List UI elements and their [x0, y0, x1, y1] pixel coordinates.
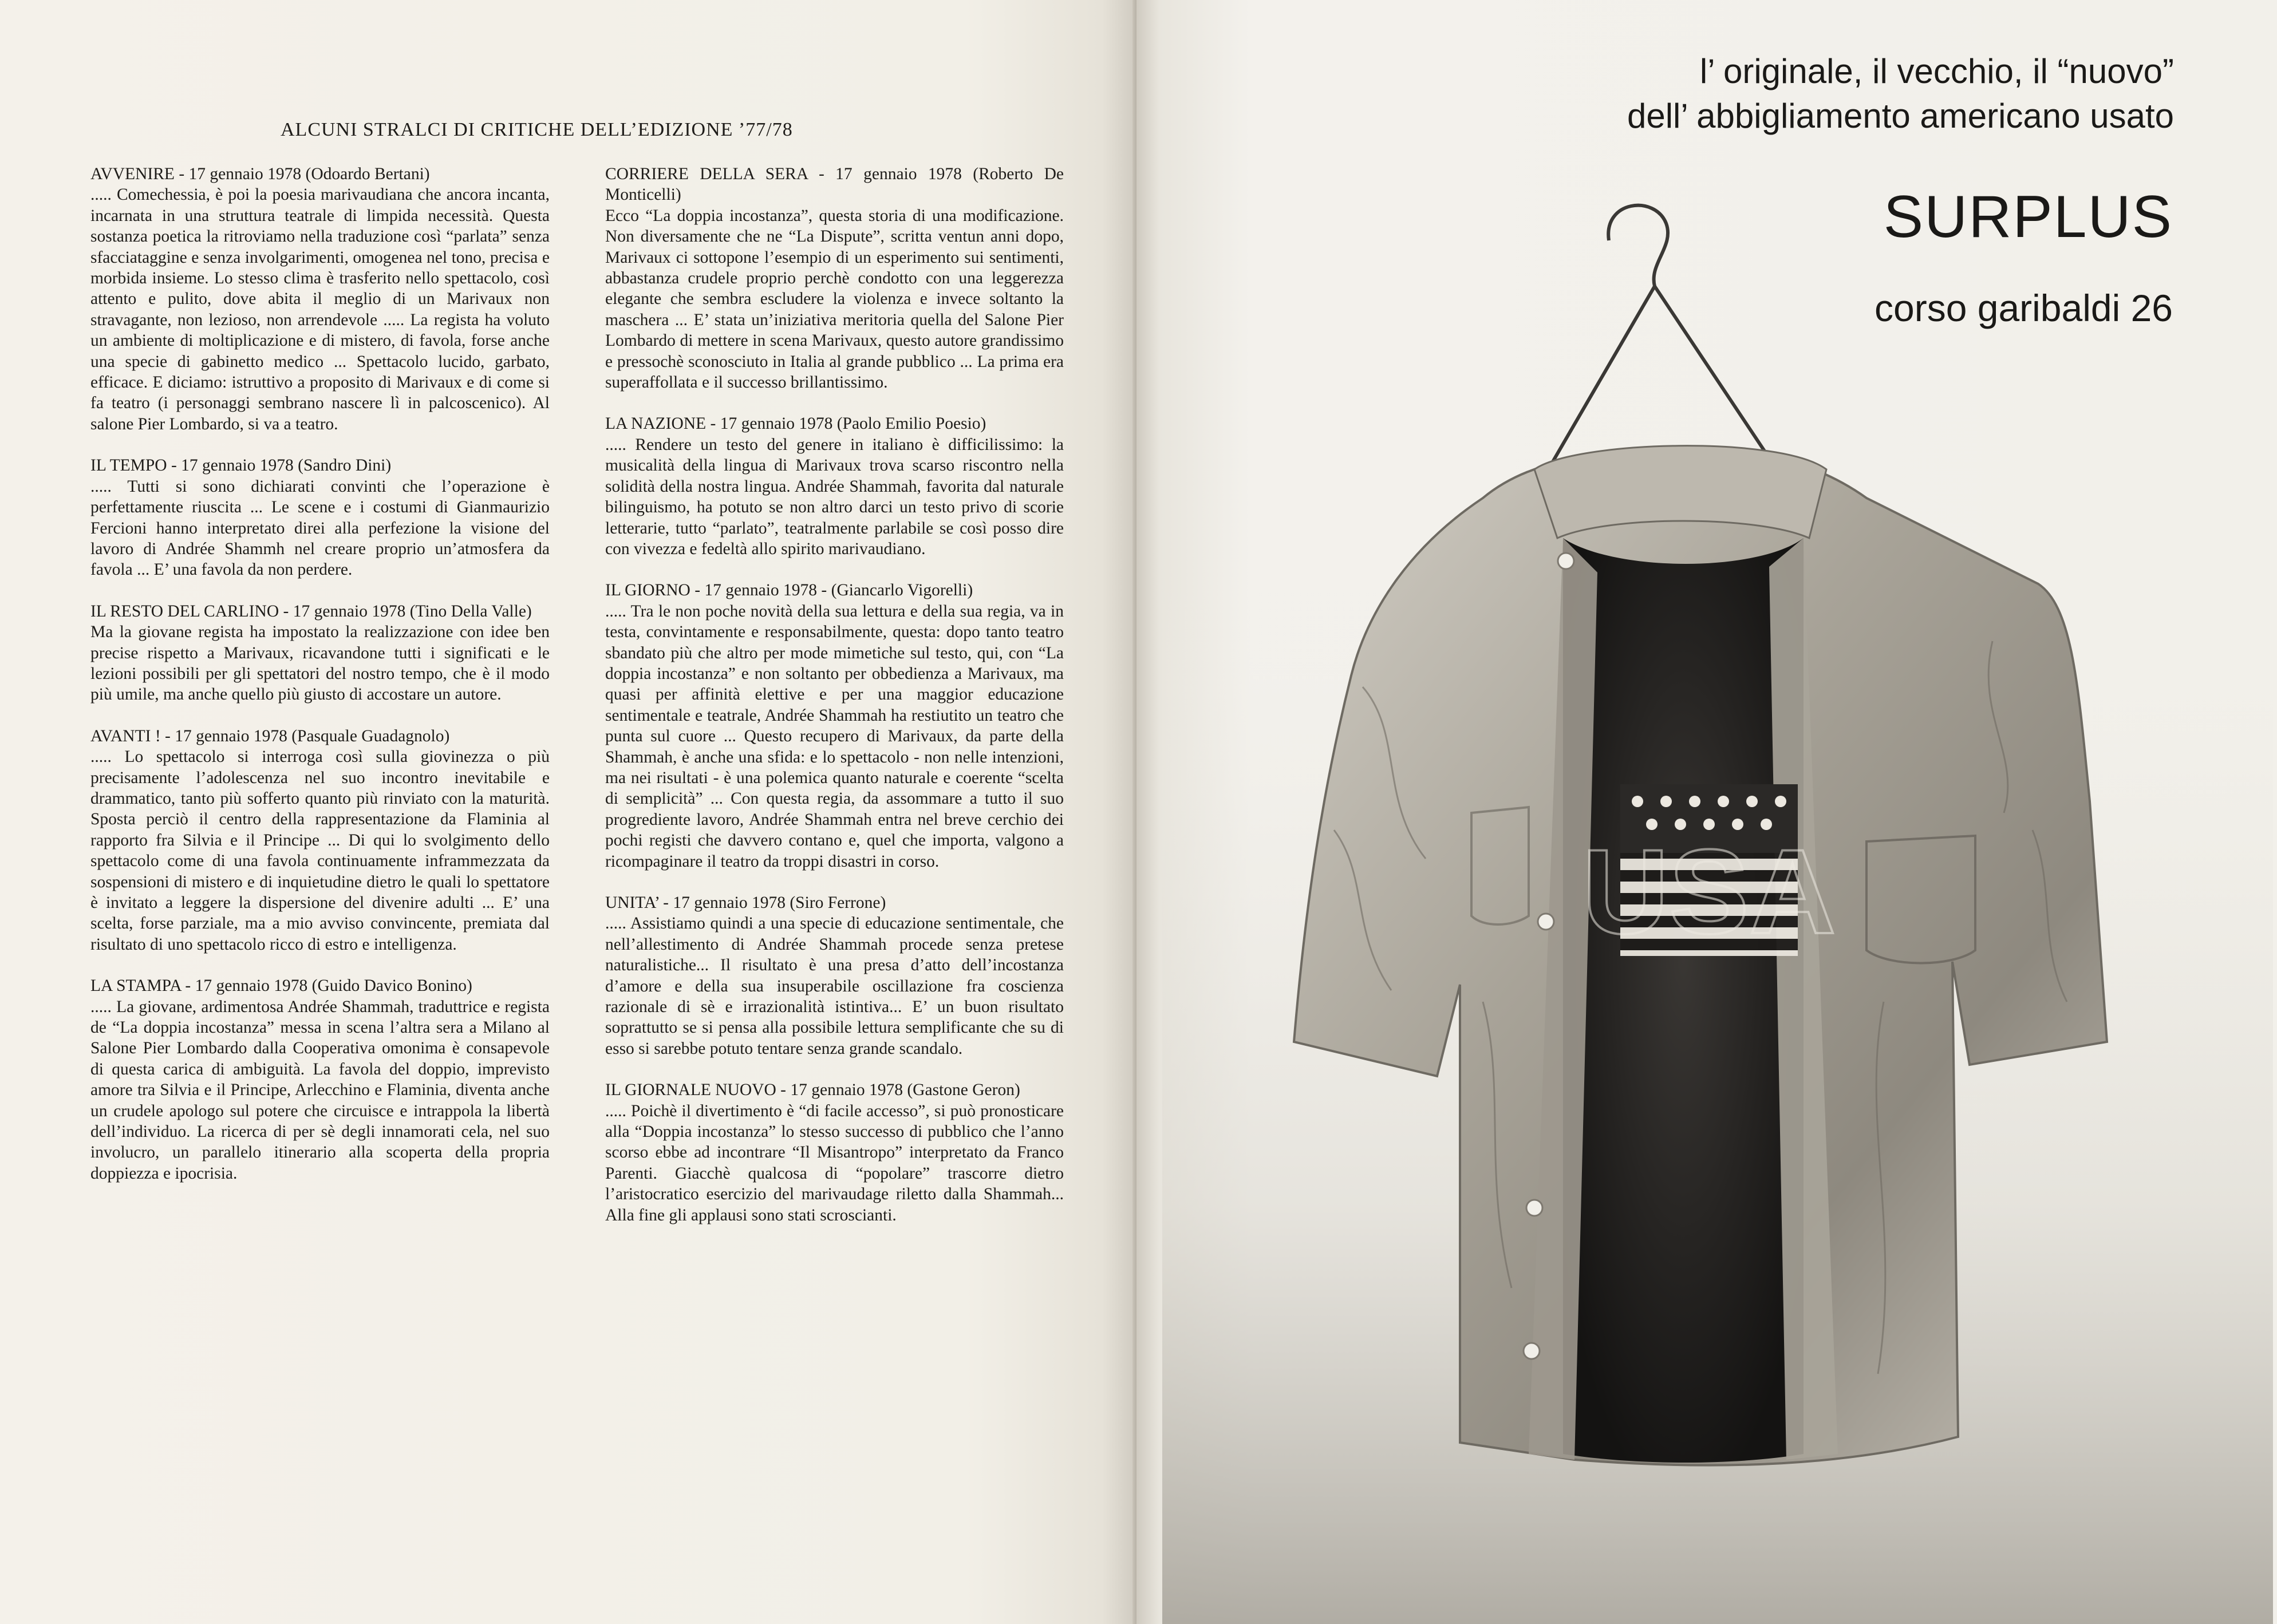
review-heading: AVVENIRE - 17 gennaio 1978 (Odoardo Bertani)	[90, 165, 430, 183]
hanging-shirt-photo	[1162, 172, 2273, 1624]
review-il-tempo	[90, 455, 550, 580]
review-column-2	[605, 164, 1064, 1246]
left-page	[0, 0, 1136, 1624]
tshirt-print-text: USA	[1582, 824, 1836, 959]
review-text: ..... La giovane, ardimentosa Andrée Shammah, traduttrice e regista de “La doppia incostanza” messa in scena l’altra sera a Milano al Salone Pier Lombardo dalla Cooperativa omonima è consapevole di questa carica di ambiguità. La favola del doppio, imprevisto amore tra Silvia e il Principe, Arlecchino e Flaminia, diventa anche un crudele apologo sul potere che circuisce e intrappola la libertà dell’individuo. La ricerca di per sè degli innamorati cela, nel suo involucro, un parallelo itinerario alla scoperta della propria doppiezza e ipocrisia.	[90, 997, 550, 1183]
review-heading: UNITA’ - 17 gennaio 1978 (Siro Ferrone)	[605, 894, 886, 912]
shirt-button	[1526, 1200, 1542, 1216]
review-il-giornale-nuovo	[605, 1080, 1064, 1226]
review-heading: CORRIERE DELLA SERA - 17 gennaio 1978 (Roberto De Monticelli)	[605, 165, 1064, 204]
review-heading: IL TEMPO - 17 gennaio 1978 (Sandro Dini)	[90, 456, 392, 475]
review-il-giorno	[605, 580, 1064, 872]
review-text: ..... Assistiamo quindi a una specie di educazione sentimentale, che nell’allestimento di Andrée Shammah procede senza pretese naturalistiche... Il risultato è una presa d’atto dell’incostanza d’amore e della sua insuperabile oscillazione fra coscienza razionale di sè e irrazionalità istintiva... E’ un buon risultato soprattutto se si pensa alla possibile lettura semplificante che su di esso si sarebbe potuto tentare senza grande scandalo.	[605, 914, 1064, 1058]
ad-headline-line-2: dell’ abbigliamento americano usato	[1627, 97, 2174, 135]
review-heading: LA STAMPA - 17 gennaio 1978 (Guido Davico Bonino)	[90, 977, 472, 995]
review-text: ..... Comechessia, è poi la poesia marivaudiana che ancora incanta, incarnata in una struttura teatrale di limpida necessità. Questa sostanza poetica la ritroviamo nella traduzione così “parlata” senza sfacciataggine e senza involgarimenti, omogenea nel tono, precisa e morbida insieme. Lo stesso clima è trasferito nello spettacolo, così attento e pulito, dove abita il meglio di un Marivaux non stravagante, non lezioso, non arrendevole ..... La regista ha voluto un ambiente di moltiplicazione e di mistero, di favola, forse anche una specie di gabinetto medico ... Spettacolo lucido, garbato, efficace. E diciamo: istruttivo a proposito di Marivaux e di come si fa teatro (i personaggi sembrano nascere lì in palcoscenico). Al salone Pier Lombardo, si va a teatro.	[90, 185, 550, 433]
review-text: Ma la giovane regista ha impostato la realizzazione con idee ben precise rispetto a Marivaux, ricavandone tutti i significati e le lezioni possibili per gli spettatori del nostro tempo, che è il modo più umile, ma anche quello più giusto di accostare un autore.	[90, 623, 550, 704]
tshirt-underneath	[1563, 538, 1804, 1463]
shirt-button	[1558, 553, 1574, 569]
review-resto-del-carlino	[90, 601, 550, 705]
review-text: ..... Lo spettacolo si interroga così sulla giovinezza o più precisamente l’adolescenza nel suo incontro inevitabile e drammatico, tanto più sofferto quanto più rinviato con la maturità. Sposta perciò il centro della rappresentazione da Flaminia al rapporto fra Silvia e il Principe ... Di qui lo svolgimento dello spettacolo come di una favola continuamente inframmezzata da sospensioni di mistero e di inquietudine dietro le quali lo spettatore è invitato a leggere la dispersione del divenire adulti ... E’ una scelta, forse parziale, ma a mio avviso convincente, premiata dal risultato di uno spettacolo ricco di estro e intelligenza.	[90, 748, 550, 954]
review-text: ..... Tutti si sono dichiarati convinti che l’operazione è perfettamente riuscita ... Le scene e i costumi di Gianmaurizio Fercioni hanno interpretato direi alla perfezione la visione del lavoro di Andrée Shammh nel creare proprio un’atmosfera da favola ... E’ una favola da non perdere.	[90, 477, 550, 579]
shirt-button	[1524, 1343, 1540, 1359]
ad-brand-name: SURPLUS	[1883, 184, 2173, 250]
hanger-icon	[1552, 206, 1769, 464]
review-heading: LA NAZIONE - 17 gennaio 1978 (Paolo Emilio Poesio)	[605, 414, 986, 433]
review-text: ..... Poichè il divertimento è “di facile accesso”, si può pronosticare alla “Doppia incostanza” lo stesso successo di pubblico che l’anno scorso ebbe ad incontrare “Il Misantropo” interpretato da Franco Parenti. Giacchè qualcosa di “popolare” trascorre dietro l’aristocratico esercizio del marivaudage riletto dalla Shammah... Alla fine gli applausi sono stati scroscianti.	[605, 1101, 1064, 1224]
review-heading: IL RESTO DEL CARLINO - 17 gennaio 1978 (Tino Della Valle)	[90, 602, 532, 621]
review-column-1	[90, 164, 550, 1204]
ad-headline	[1315, 49, 2174, 139]
review-corriere-della-sera	[605, 164, 1064, 393]
review-la-nazione	[605, 413, 1064, 559]
page-title: ALCUNI STRALCI DI CRITICHE DELL’EDIZIONE ’77/78	[281, 119, 793, 140]
review-text: ..... Rendere un testo del genere in italiano è difficilissimo: la musicalità della lingua di Marivaux trova scarso riscontro nella solidità della nostra lingua. Andrée Shammah, favorita dal naturale bilinguismo, ha potuto se non altro darci un testo privo di scorie letterarie, tutto “parlato”, teatralmente parlabile se così posso dire con vivezza e fedeltà allo spirito marivaudiano.	[605, 435, 1064, 558]
review-avvenire	[90, 164, 550, 434]
review-la-stampa	[90, 975, 550, 1184]
ad-address: corso garibaldi 26	[1875, 287, 2173, 329]
ad-headline-line-1: l’ originale, il vecchio, il “nuovo”	[1699, 52, 2174, 90]
review-text: Ecco “La doppia incostanza”, questa storia di una modificazione. Non diversamente che ne “La Dispute”, scritta ventun anni dopo, Marivaux ci sottopone l’esempio di un esperimento sui sentimenti, abbastanza crudele proprio perchè condotto con una leggerezza elegante che sembra escludere la violenza e invece soltanto la maschera ... E’ stata un’iniziativa meritoria quella del Salone Pier Lombardo di mettere in scena Marivaux, questo autore grandissimo e pressochè sconosciuto in Italia al grande pubblico ... La prima era superaffollata e il successo brillantissimo.	[605, 206, 1064, 392]
review-heading: AVANTI ! - 17 gennaio 1978 (Pasquale Guadagnolo)	[90, 726, 450, 745]
review-avanti	[90, 726, 550, 955]
review-unita	[605, 892, 1064, 1059]
shirt-button	[1538, 914, 1554, 930]
review-text: ..... Tra le non poche novità della sua lettura e della sua regia, va in testa, convintamente e responsabilmente, questa: dopo tanto teatro sbandato più che altro per mode mimetiche sul testo, qui, con “La doppia incostanza” e non soltanto per obbedienza a Marivaux, ma quasi per affinità elettive e per una maggior educazione sentimentale e teatrale, Andrée Shammah ha restiutito un teatro che punta sul cuore ... Questo recupero di Marivaux, da parte della Shammah, è anche una sfida: e lo spettacolo - non nelle intenzioni, ma nei risultati - è una polemica quanto naturale e coerente “scelta di semplicità” ... Con questa regia, da assommare a tutto il suo progrediente lavoro, Andrée Shammah entra nel breve cerchio dei pochi registi che davvero contano e, quel che importa, valgono a ricompaginare il teatro da troppi disastri in corso.	[605, 602, 1064, 871]
review-heading: IL GIORNO - 17 gennaio 1978 - (Giancarlo Vigorelli)	[605, 581, 973, 600]
review-heading: IL GIORNALE NUOVO - 17 gennaio 1978 (Gastone Geron)	[605, 1081, 1020, 1100]
